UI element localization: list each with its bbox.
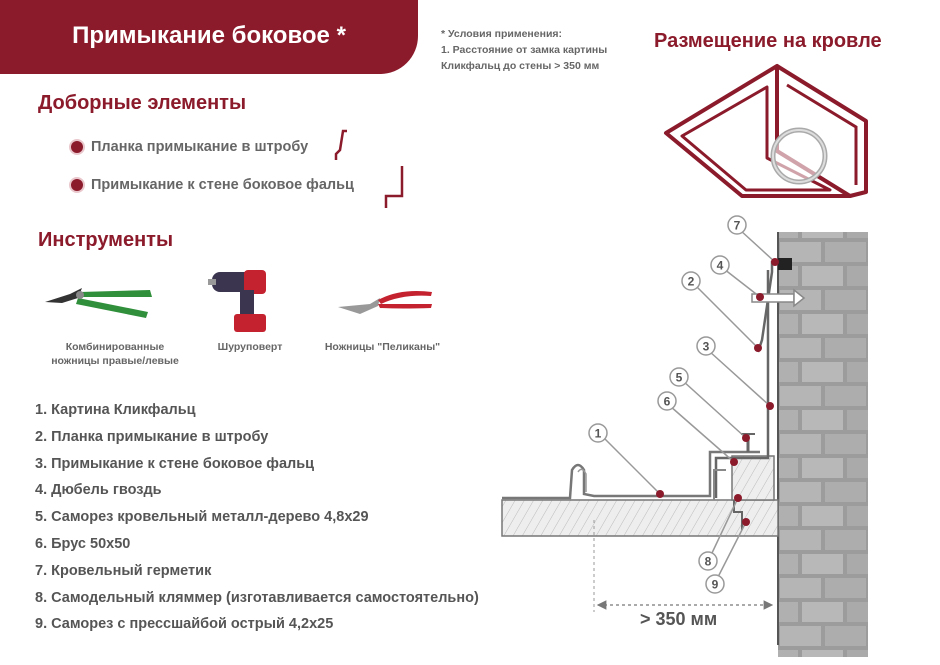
wall-profile-icon	[386, 166, 402, 208]
screwdriver-drill-icon	[208, 270, 266, 332]
tools-heading: Инструменты	[38, 229, 174, 251]
page-title: Примыкание боковое *	[72, 22, 346, 49]
pelican-shears-icon	[338, 291, 432, 314]
accessory-label: Планка примыкание в штробу	[91, 139, 309, 155]
callout-number: 4	[716, 258, 724, 273]
legend-item: 5. Саморез кровельный металл-дерево 4,8х29	[35, 509, 369, 526]
callout-7	[728, 216, 746, 234]
roof-placement-icon	[666, 66, 866, 196]
callout-4	[711, 256, 729, 274]
legend-item: 3. Примыкание к стене боковое фальц	[35, 455, 315, 472]
legend-item: 6. Брус 50х50	[35, 535, 131, 552]
legend-item: 8. Самодельный кляммер (изготавливается самостоятельно)	[35, 589, 479, 606]
callout-2	[682, 272, 700, 290]
callout-1	[589, 424, 607, 442]
legend-item: 4. Дюбель гвоздь	[35, 482, 162, 499]
callout-number: 3	[702, 339, 710, 354]
callout-3	[697, 337, 715, 355]
callout-number: 5	[675, 370, 683, 385]
callout-8	[699, 552, 717, 570]
callout-number: 1	[594, 426, 602, 441]
legend-item: 9. Саморез с прессшайбой острый 4,2х25	[35, 616, 334, 633]
note-line: * Условия применения:	[441, 28, 563, 40]
callout-number: 6	[663, 394, 671, 409]
tool-caption-line: Шуруповерт	[217, 341, 283, 353]
legend-item: 7. Кровельный герметик	[35, 562, 212, 579]
accessory-label: Примыкание к стене боковое фальц	[91, 177, 354, 193]
note-line: 1. Расстояние от замка картины	[441, 44, 608, 56]
legend-item: 2. Планка примыкание в штробу	[35, 428, 269, 445]
callout-number: 7	[733, 218, 741, 233]
callout-number: 8	[704, 554, 712, 569]
timber-beam	[732, 456, 774, 500]
callout-9	[706, 575, 724, 593]
roof-deck	[502, 500, 778, 536]
tool-caption-line: Комбинированные	[65, 341, 165, 353]
flashing-profile-icon	[336, 131, 347, 160]
note-line: Кликфальц до стены > 350 мм	[441, 60, 600, 72]
callout-number: 2	[687, 274, 695, 289]
combination-shears-icon	[45, 288, 152, 318]
accessories-heading: Доборные элементы	[38, 92, 247, 114]
sealant	[778, 258, 792, 270]
tool-caption-line: Ножницы "Пеликаны"	[324, 341, 441, 353]
dimension-label: > 350 мм	[640, 609, 718, 629]
callout-number: 9	[711, 577, 719, 592]
legend-item: 1. Картина Кликфальц	[35, 402, 196, 418]
callout-6	[658, 392, 676, 410]
placement-title: Размещение на кровле	[654, 30, 882, 52]
callout-5	[670, 368, 688, 386]
tool-caption-line: ножницы правые/левые	[51, 355, 179, 367]
